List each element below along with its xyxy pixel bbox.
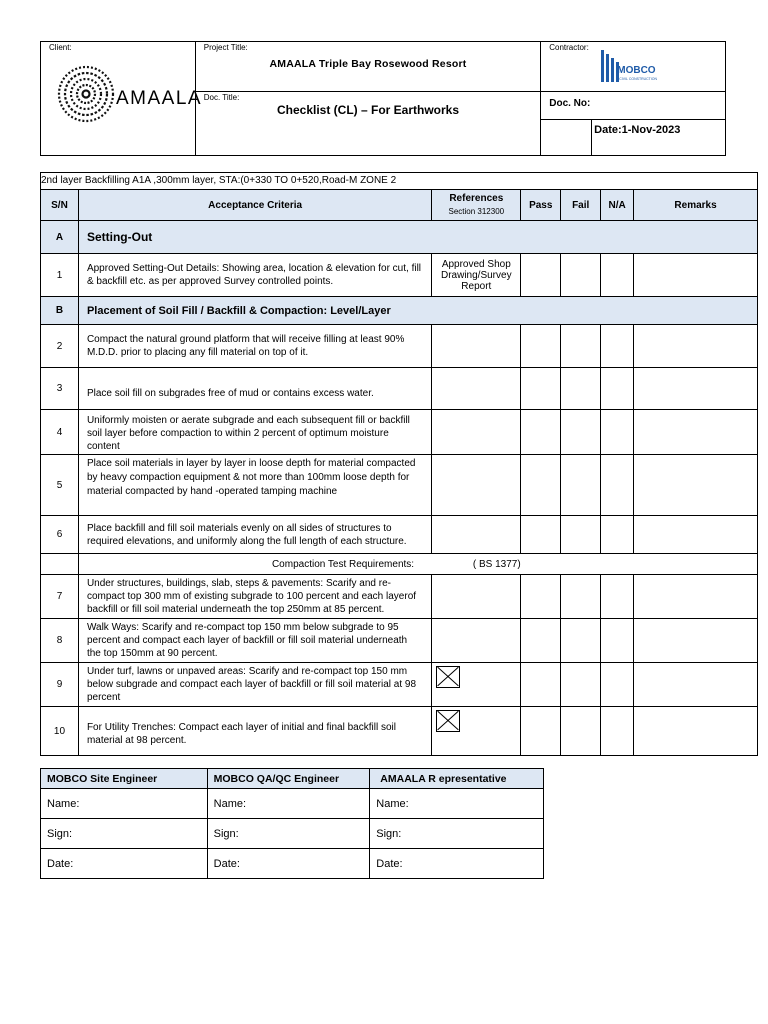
- amaala-logo-text: AMAALA: [116, 88, 203, 109]
- pass-cell[interactable]: [521, 516, 561, 554]
- remarks-cell[interactable]: [634, 368, 758, 410]
- item-criteria: [78, 410, 431, 455]
- qaqc-engineer-date-field[interactable]: Date:: [207, 849, 370, 879]
- item-sn: 8: [41, 619, 79, 663]
- doc-title-label: Doc. Title:: [203, 93, 240, 102]
- doc-no-label: Doc. No:: [549, 98, 591, 109]
- remarks-cell[interactable]: [634, 575, 758, 619]
- na-cell[interactable]: [601, 516, 634, 554]
- item-sn: 3: [41, 368, 79, 410]
- item-reference: [432, 575, 521, 619]
- doc-no-cell: [541, 92, 726, 120]
- item-sn: 10: [41, 707, 79, 756]
- fail-cell[interactable]: [561, 254, 601, 297]
- item-criteria: Place soil materials in layer by layer in loose depth for material compacted by heavy compaction equipment & not more than 100mm loose depth for material compacted by hand -operated tamping machine: [78, 455, 431, 516]
- table-row: [41, 516, 758, 554]
- amaala-rep-date-field[interactable]: Date:: [370, 849, 544, 879]
- date-label: Date:: [594, 124, 622, 136]
- pass-cell[interactable]: [521, 575, 561, 619]
- mobco-logo-text: MOBCO: [617, 65, 656, 76]
- item-criteria: Under turf, lawns or unpaved areas: Scarify and re-compact top 150 mm below subgrade and compact each layer of backfill or fill soil material at 98 percent: [78, 663, 431, 707]
- na-cell[interactable]: [601, 254, 634, 297]
- signoff-header-qaqc-engineer: MOBCO QA/QC Engineer: [207, 769, 370, 789]
- fail-cell[interactable]: [561, 707, 601, 756]
- col-header-criteria: Acceptance Criteria: [78, 190, 431, 221]
- item-reference: [432, 325, 521, 368]
- item-reference: [432, 455, 521, 516]
- document-header: [40, 41, 726, 156]
- checklist-title: 2nd layer Backfilling A1A ,300mm layer, STA:(0+330 TO 0+520,Road-M ZONE 2: [41, 173, 758, 190]
- pass-cell[interactable]: [521, 325, 561, 368]
- remarks-cell[interactable]: [634, 254, 758, 297]
- remarks-cell[interactable]: [634, 455, 758, 516]
- section-b-id: B: [41, 297, 79, 325]
- project-title-cell: [195, 42, 540, 92]
- remarks-cell[interactable]: [634, 325, 758, 368]
- item-criteria: Approved Setting-Out Details: Showing area, location & elevation for cut, fill & backfill etc. as per approved Survey controlled points.: [78, 254, 431, 297]
- table-row: [41, 254, 758, 297]
- mobco-logo: [541, 52, 725, 88]
- pass-cell[interactable]: [521, 410, 561, 455]
- item-reference: Approved Shop Drawing/Survey Report: [432, 254, 521, 297]
- fail-cell[interactable]: [561, 410, 601, 455]
- remarks-cell[interactable]: [634, 410, 758, 455]
- item-reference: [432, 410, 521, 455]
- pass-cell[interactable]: [521, 619, 561, 663]
- pass-cell[interactable]: [521, 663, 561, 707]
- col-header-na: N/A: [601, 190, 634, 221]
- contractor-cell: [541, 42, 726, 92]
- remarks-cell[interactable]: [634, 516, 758, 554]
- item-reference: [432, 619, 521, 663]
- table-row: [41, 619, 758, 663]
- item-sn: 6: [41, 516, 79, 554]
- na-cell[interactable]: [601, 325, 634, 368]
- fail-cell[interactable]: [561, 455, 601, 516]
- section-b-title: Placement of Soil Fill / Backfill & Compaction: Level/Layer: [78, 297, 757, 325]
- pass-cell[interactable]: [521, 455, 561, 516]
- item-reference: [432, 663, 521, 707]
- na-cell[interactable]: [601, 663, 634, 707]
- doc-title-cell: [195, 92, 540, 156]
- date-cell: [592, 120, 726, 156]
- amaala-logo: [41, 52, 203, 152]
- col-header-remarks: Remarks: [634, 190, 758, 221]
- amaala-rep-sign-field[interactable]: Sign:: [370, 819, 544, 849]
- amaala-rep-name-field[interactable]: Name:: [370, 789, 544, 819]
- col-header-fail: Fail: [561, 190, 601, 221]
- item-sn: 7: [41, 575, 79, 619]
- item-reference: [432, 707, 521, 756]
- client-cell: [41, 42, 203, 156]
- fail-cell[interactable]: [561, 516, 601, 554]
- na-cell[interactable]: [601, 410, 634, 455]
- checklist-table: [40, 172, 758, 756]
- item-sn: 2: [41, 325, 79, 368]
- site-engineer-date-field[interactable]: Date:: [41, 849, 208, 879]
- references-section: Section 312300: [448, 207, 505, 216]
- compaction-label: Compaction Test Requirements:: [271, 558, 415, 570]
- crossed-checkbox-icon[interactable]: [436, 710, 460, 732]
- fail-cell[interactable]: [561, 575, 601, 619]
- signoff-header-site-engineer: MOBCO Site Engineer: [41, 769, 208, 789]
- compaction-ref: ( BS 1377): [472, 558, 521, 570]
- pass-cell[interactable]: [521, 368, 561, 410]
- table-row: [41, 707, 758, 756]
- item-criteria: For Utility Trenches: Compact each layer of initial and final backfill soil material at 98 percent.: [78, 707, 431, 756]
- col-header-references: [432, 190, 521, 221]
- item-criteria: Place backfill and fill soil materials evenly on all sides of structures to required elevations, and uniformly along the full length of each structure.: [78, 516, 431, 554]
- compaction-row: [41, 554, 758, 575]
- fail-cell[interactable]: [561, 619, 601, 663]
- site-engineer-name-field[interactable]: Name:: [41, 789, 208, 819]
- contractor-label: Contractor:: [549, 43, 589, 52]
- section-row-b: [41, 297, 758, 325]
- item-criteria: Walk Ways: Scarify and re-compact top 150 mm below subgrade to 95 percent and compact each layer of backfill or fill soil material underneath the top 150mm at 90 percent.: [78, 619, 431, 663]
- site-engineer-sign-field[interactable]: Sign:: [41, 819, 208, 849]
- table-row: [41, 575, 758, 619]
- pass-cell[interactable]: [521, 254, 561, 297]
- na-cell[interactable]: [601, 368, 634, 410]
- fail-cell[interactable]: [561, 663, 601, 707]
- amaala-emblem-icon: [56, 64, 116, 124]
- item-sn: 9: [41, 663, 79, 707]
- date-value: 1-Nov-2023: [621, 124, 681, 136]
- item-sn: 1: [41, 254, 79, 297]
- item-sn: 5: [41, 455, 79, 516]
- col-header-sn: S/N: [41, 190, 79, 221]
- table-row: [41, 325, 758, 368]
- compaction-cell: [78, 554, 757, 575]
- pass-cell[interactable]: [521, 707, 561, 756]
- na-cell[interactable]: [601, 575, 634, 619]
- doc-no-blank-cell: [541, 120, 592, 156]
- na-cell[interactable]: [601, 619, 634, 663]
- item-reference: [432, 516, 521, 554]
- table-row: [41, 663, 758, 707]
- mobco-logo-subtext: CIVIL CONSTRUCTION: [619, 77, 658, 81]
- column-header-row: [41, 190, 758, 221]
- client-label: Client:: [49, 43, 72, 52]
- remarks-cell[interactable]: [634, 663, 758, 707]
- item-criteria: Place soil fill on subgrades free of mud or contains excess water.: [78, 368, 431, 410]
- item-reference: [432, 368, 521, 410]
- signoff-header-amaala-rep: AMAALA R epresentative: [370, 769, 544, 789]
- project-title: AMAALA Triple Bay Rosewood Resort: [269, 58, 467, 70]
- na-cell[interactable]: [601, 455, 634, 516]
- col-header-pass: Pass: [521, 190, 561, 221]
- section-a-id: A: [41, 221, 79, 254]
- remarks-cell[interactable]: [634, 619, 758, 663]
- doc-title: Checklist (CL) – For Earthworks: [276, 103, 460, 117]
- item-criteria: Under structures, buildings, slab, steps & pavements: Scarify and re-compact top 300 mm of existing subgrade to 100 percent and each layerof backfill or fill soil material underneath the top 250mm at 85 percent.: [78, 575, 431, 619]
- signoff-table: [40, 768, 544, 879]
- remarks-cell[interactable]: [634, 707, 758, 756]
- qaqc-engineer-sign-field[interactable]: Sign:: [207, 819, 370, 849]
- section-row-a: [41, 221, 758, 254]
- crossed-checkbox-icon[interactable]: [436, 666, 460, 688]
- date-field: [592, 120, 725, 136]
- table-row: [41, 410, 758, 455]
- table-row: [41, 368, 758, 410]
- fail-cell[interactable]: [561, 368, 601, 410]
- section-a-title: Setting-Out: [78, 221, 757, 254]
- references-label: References: [449, 193, 504, 204]
- table-row: [41, 455, 758, 516]
- item-criteria: Compact the natural ground platform that will receive filling at least 90% M.D.D. prior to placing any fill material on top of it.: [78, 325, 431, 368]
- qaqc-engineer-name-field[interactable]: Name:: [207, 789, 370, 819]
- na-cell[interactable]: [601, 707, 634, 756]
- compaction-sn-cell: [41, 554, 79, 575]
- project-title-label: Project Title:: [203, 43, 248, 52]
- item-criteria-text: Uniformly moisten or aerate subgrade and each subsequent fill or backfill soil layer before compaction to within 2 percent of optimum moisture content: [86, 415, 410, 452]
- item-sn: 4: [41, 410, 79, 455]
- fail-cell[interactable]: [561, 325, 601, 368]
